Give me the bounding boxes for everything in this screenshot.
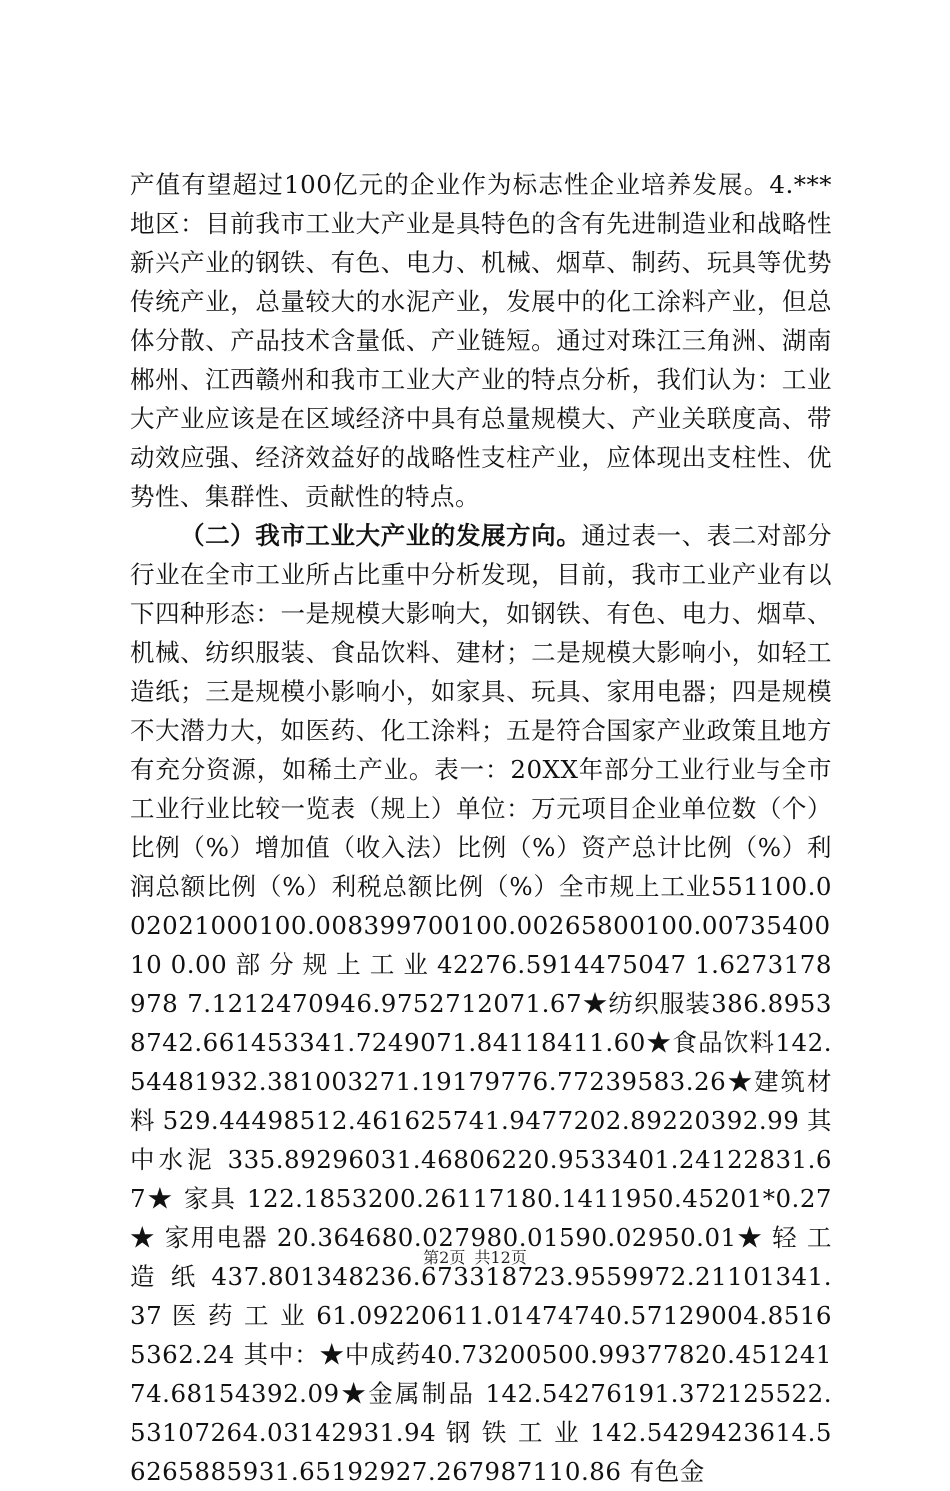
page-number: 第2页 <box>423 1248 466 1267</box>
document-body <box>130 165 832 1491</box>
paragraph-2-body: 通过表一、表二对部分行业在全市工业所占比重中分析发现，目前，我市工业产业有以下四种形态：一是规模大影响大，如钢铁、有色、电力、烟草、机械、纺织服装、食品饮料、建材；二是规模大影响小，如轻工造纸；三是规模小影响小，如家具、玩具、家用电器；四是规模不大潜力大，如医药、化工涂料；五是符合国家产业政策且地方有充分资源，如稀土产业。表一：20XX年部分工业行业与全市工业行业比较一览表（规上）单位：万元项目企业单位数（个）比例（%）增加值（收入法）比例（%）资产总计比例（%）利润总额比例（%）利税总额比例（%）全市规上工业551100.002021000100.008399700100.00265800100.0073540010 0.00 部 分 规 上 工 业 42276.5914475047 1.6273178978 7.1212470946.9752712071.67★纺织服装386.89538742.661453341.7249071.84118411.60★食品饮料142.54481932.381003271.19179776.77239583.26★建筑材料529.44498512.461625741.9477202.89220392.99其中水泥 335.89296031.46806220.9533401.24122831.67★ 家具 122.1853200.26117180.1411950.45201*0.27★ 家用电器 20.364680.027980.01590.02950.01★ 轻 工 造 纸 437.801348236.673318723.9559972.21101341.37 医 药 工 业 61.09220611.01474740.57129004.85165362.24 其中：★中成药40.73200500.99377820.45124174.68154392.09★金属制品 142.54276191.372125522.53107264.03142931.94 钢 铁 工 业 142.5429423614.56265885931.65192927.267987110.86 有色金 <box>130 521 833 1486</box>
paragraph-1: 产值有望超过100亿元的企业作为标志性企业培养发展。4.***地区：目前我市工业大产业是具特色的含有先进制造业和战略性新兴产业的钢铁、有色、电力、机械、烟草、制药、玩具等优势传统产业，总量较大的水泥产业，发展中的化工涂料产业，但总体分散、产品技术含量低、产业链短。通过对珠江三角洲、湖南郴州、江西赣州和我市工业大产业的特点分析，我们认为：工业大产业应该是在区域经济中具有总量规模大、产业关联度高、带动效应强、经济效益好的战略性支柱产业，应体现出支柱性、优势性、集群性、贡献性的特点。 <box>130 170 832 511</box>
paragraph-2 <box>130 516 832 1491</box>
page-footer <box>0 1245 950 1268</box>
page-total: 共12页 <box>474 1248 527 1267</box>
section-heading: （二）我市工业大产业的发展方向。 <box>180 521 582 550</box>
